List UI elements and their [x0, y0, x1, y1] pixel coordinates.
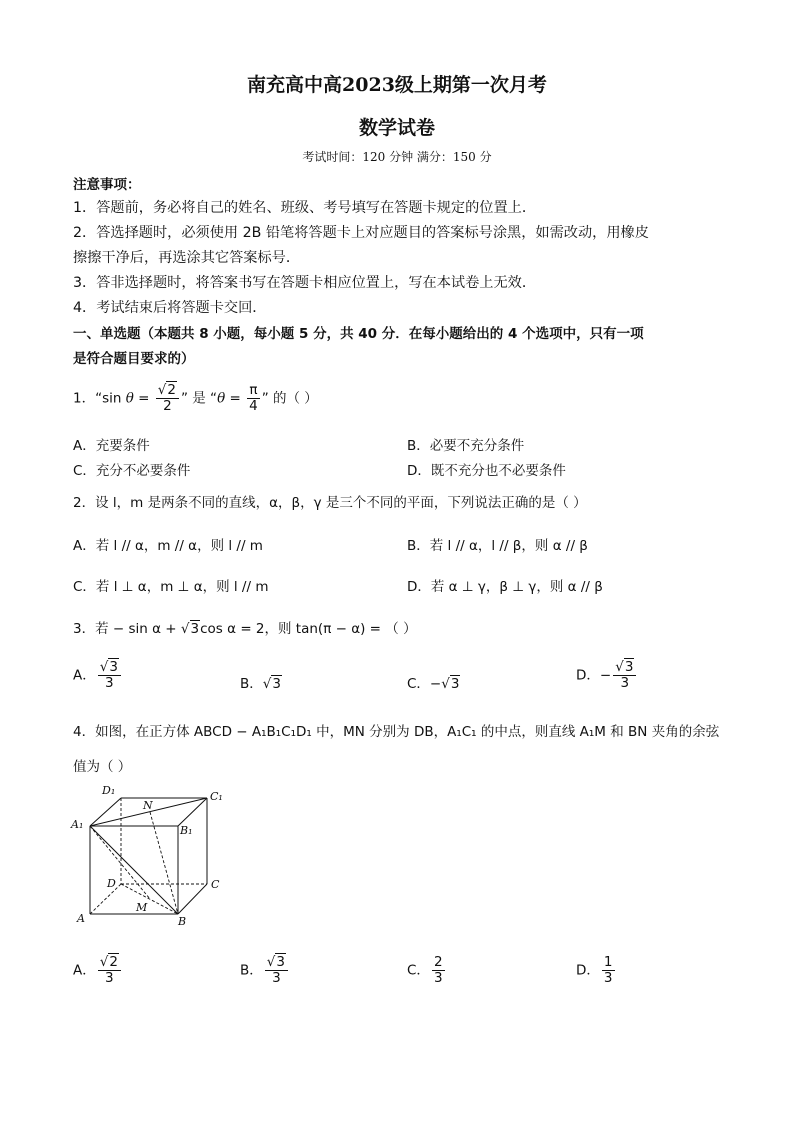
- q3-option-d[interactable]: [576, 660, 638, 691]
- section-heading-cont: 是符合题目要求的）: [73, 351, 195, 367]
- q4-option-a[interactable]: [73, 955, 123, 986]
- exam-subtitle: 数学试卷: [358, 117, 435, 139]
- question-4-stem: 4．如图，在正方体 ABCD − A₁B₁C₁D₁ 中，MN 分别为 DB，A₁C₁ 的中点，则直线 A₁M 和 BN 夹角的余弦: [73, 724, 720, 740]
- q3-d-num: 3: [624, 659, 634, 675]
- option-label: A．: [73, 667, 96, 684]
- note-item: 3．答非选择题时，将答案书写在答题卡相应位置上，写在本试卷上无效．: [73, 275, 537, 291]
- q2-option-a[interactable]: A．若 l // α，m // α，则 l // m: [73, 538, 263, 554]
- q3-option-c[interactable]: C．−√3: [407, 676, 460, 692]
- exam-title: 南充高中高2023级上期第一次月考: [247, 74, 547, 96]
- q1-option-c[interactable]: C．充分不必要条件: [73, 463, 191, 479]
- q1-quote: “: [95, 390, 103, 407]
- q4-a-num: 2: [109, 954, 118, 970]
- q1-fraction-sqrt2-over-2: $\frac{√2}{2}$: [156, 383, 179, 414]
- q4-c-den: 3: [433, 970, 443, 986]
- q3-sqrt3: 3: [190, 621, 200, 637]
- q3-option-b[interactable]: B．√3: [240, 676, 281, 692]
- q1-sin: sin: [102, 390, 122, 407]
- label-n: N: [143, 799, 153, 812]
- option-label: C．: [407, 962, 430, 979]
- label-d: D: [107, 877, 116, 890]
- q1-pi: π: [247, 383, 260, 399]
- option-label: B．: [240, 676, 263, 692]
- q1-fraction-pi-over-4: [247, 383, 260, 414]
- q3-b-val: 3: [272, 676, 281, 692]
- question-4-stem-cont: 值为（ ）: [73, 759, 132, 775]
- q1-option-d[interactable]: D．既不充分也不必要条件: [407, 463, 566, 479]
- label-c1: C₁: [210, 790, 223, 803]
- q4-option-b[interactable]: [240, 955, 290, 986]
- notes-heading: 注意事项：: [73, 177, 141, 193]
- q4-b-fraction: $\frac{√3}{3}$: [265, 955, 288, 986]
- exam-meta: 考试时间：120 分钟 满分：150 分: [302, 150, 492, 164]
- q3-d-fraction: $\frac{√3}{3}$: [613, 660, 636, 691]
- q4-a-den: 3: [105, 970, 114, 986]
- q1-eq-2: =: [225, 390, 246, 407]
- hidden-segment-d-b: [121, 884, 178, 914]
- q4-c-num: 2: [433, 954, 443, 970]
- q1-option-a[interactable]: A．充要条件: [73, 438, 150, 454]
- question-number: 1．: [73, 390, 96, 407]
- q4-option-c[interactable]: [407, 955, 447, 986]
- option-label: D．: [576, 962, 600, 979]
- q2-option-c[interactable]: C．若 l ⊥ α，m ⊥ α，则 l // m: [73, 579, 269, 595]
- q1-end: ” 的（ ）: [261, 390, 318, 407]
- label-d1: D₁: [102, 784, 116, 797]
- hidden-segment-a1-m: [90, 826, 150, 899]
- label-m: M: [136, 901, 148, 914]
- q4-b-num: 3: [276, 954, 285, 970]
- q1-eq: =: [133, 390, 154, 407]
- q4-option-d[interactable]: [576, 955, 617, 986]
- note-item: 4．考试结束后将答题卡交回．: [73, 300, 267, 316]
- q3-c-val: 3: [450, 676, 460, 692]
- q4-a-fraction: $\frac{√2}{3}$: [98, 955, 121, 986]
- q1-theta: θ: [125, 390, 134, 407]
- question-1-stem: [73, 383, 318, 414]
- hidden-edge-a-d: [90, 884, 121, 914]
- q4-b-den: 3: [272, 970, 281, 986]
- q3-d-den: 3: [620, 675, 630, 691]
- label-a: A: [77, 912, 85, 925]
- label-c: C: [211, 878, 220, 891]
- edge-c1-b1: [178, 798, 207, 826]
- cube-figure: [70, 782, 230, 930]
- question-2-stem: 2．设 l，m 是两条不同的直线，α，β，γ 是三个不同的平面，下列说法正确的是（ ）: [73, 495, 587, 511]
- label-b: B: [178, 915, 187, 928]
- q4-d-den: 3: [603, 970, 613, 986]
- option-label: D．−: [576, 667, 612, 684]
- option-label: C．−: [407, 676, 442, 692]
- q3-a-fraction: $\frac{√3}{3}$: [98, 660, 121, 691]
- option-label: B．: [240, 962, 263, 979]
- q4-d-num: 1: [603, 954, 613, 970]
- edge-b-c: [178, 884, 207, 914]
- q2-option-b[interactable]: B．若 l // α，l // β，则 α // β: [407, 538, 588, 554]
- q3-a-den: 3: [105, 675, 114, 691]
- q2-option-d[interactable]: D．若 α ⊥ γ，β ⊥ γ，则 α // β: [407, 579, 603, 595]
- section-heading: 一、单选题（本题共 8 小题，每小题 5 分，共 40 分．在每小题给出的 4 个选项中，只有一项: [73, 326, 644, 342]
- segment-a1-b: [90, 826, 178, 914]
- note-item: 1．答题前，务必将自己的姓名、班级、考号填写在答题卡规定的位置上．: [73, 200, 537, 216]
- q1-sqrt2: 2: [167, 382, 176, 398]
- label-a1: A₁: [71, 818, 84, 831]
- q1-option-b[interactable]: B．必要不充分条件: [407, 438, 525, 454]
- label-b1: B₁: [180, 824, 193, 837]
- q3-stem-end: cos α = 2，则 tan(π − α) = （ ）: [200, 621, 417, 637]
- q3-a-num: 3: [109, 659, 118, 675]
- q4-c-fraction: [432, 955, 445, 986]
- option-label: A．: [73, 962, 96, 979]
- note-item: 2．答选择题时，必须使用 2B 铅笔将答题卡上对应题目的答案标号涂黑，如需改动，用橡皮: [73, 225, 649, 241]
- q1-mid: ” 是 “: [180, 390, 218, 407]
- question-3-stem: 3．若 − sin α + √3cos α = 2，则 tan(π − α) = （ ）: [73, 621, 417, 637]
- q1-theta-2: θ: [217, 390, 226, 407]
- q1-four: 4: [249, 398, 258, 414]
- hidden-segment-n-b: [150, 812, 178, 914]
- q4-d-fraction: [602, 955, 615, 986]
- q1-den: 2: [163, 398, 172, 414]
- q3-option-a[interactable]: [73, 660, 123, 691]
- note-item: 擦擦干净后，再选涂其它答案标号．: [73, 250, 301, 266]
- q3-stem-start: 3．若 − sin α +: [73, 621, 181, 637]
